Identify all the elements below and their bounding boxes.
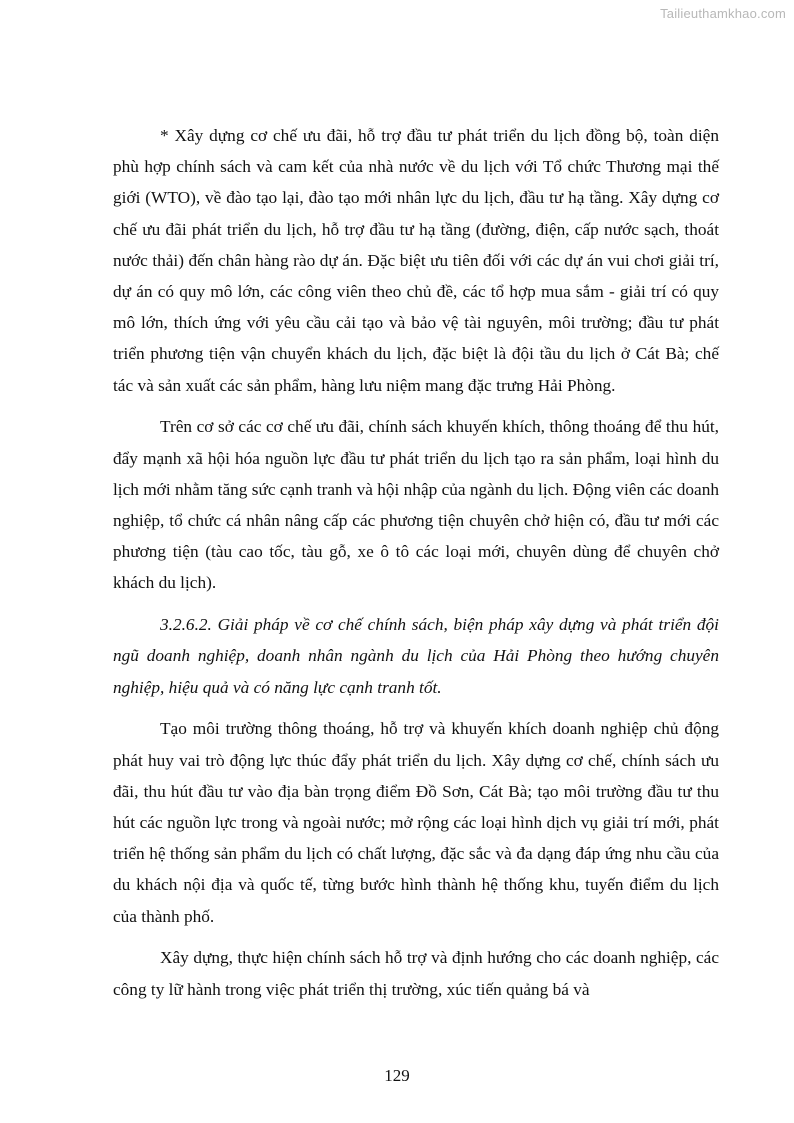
- paragraph-business-environment: Tạo môi trường thông thoáng, hỗ trợ và khuyến khích doanh nghiệp chủ động phát huy vai trò động lực thúc đẩy phát triển du lịch. Xây dựng cơ chế, chính sách ưu đãi, thu hút đầu tư vào địa bàn trọng điểm Đồ Sơn, Cát Bà; tạo môi trường đầu tư thu hút các nguồn lực trong và ngoài nước; mở rộng các loại hình dịch vụ giải trí mới, phát triển hệ thống sản phẩm du lịch có chất lượng, đặc sắc và đa dạng đáp ứng nhu cầu của du khách nội địa và quốc tế, từng bước hình thành hệ thống khu, tuyến điểm du lịch của thành phố.: [113, 719, 719, 926]
- section-heading-3-2-6-2: 3.2.6.2. Giải pháp về cơ chế chính sách, biện pháp xây dựng và phát triển đội ngũ doanh nghiệp, doanh nhân ngành du lịch của Hải Phòng theo hướng chuyên nghiệp, hiệu quả và có năng lực cạnh tranh tốt.: [113, 615, 719, 697]
- paragraph-incentive-mechanism: * Xây dựng cơ chế ưu đãi, hỗ trợ đầu tư phát triển du lịch đồng bộ, toàn diện phù hợp chính sách và cam kết của nhà nước về du lịch với Tổ chức Thương mại thế giới (WTO), về đào tạo lại, đào tạo mới nhân lực du lịch, đầu tư hạ tầng. Xây dựng cơ chế ưu đãi phát triển du lịch, hỗ trợ đầu tư hạ tầng (đường, điện, cấp nước sạch, thoát nước thải) đến chân hàng rào dự án. Đặc biệt ưu tiên đối với các dự án vui chơi giải trí, dự án có quy mô lớn, các công viên theo chủ đề, các tổ hợp mua sắm - giải trí có quy mô lớn, thích ứng với yêu cầu cải tạo và bảo vệ tài nguyên, môi trường; đầu tư phát triển phương tiện vận chuyển khách du lịch, đặc biệt là đội tầu du lịch ở Cát Bà; chế tác và sản xuất các sản phẩm, hàng lưu niệm mang đặc trưng Hải Phòng.: [113, 126, 719, 395]
- watermark: Tailieuthamkhao.com: [660, 6, 786, 21]
- paragraph-support-policy: Xây dựng, thực hiện chính sách hỗ trợ và định hướng cho các doanh nghiệp, các công ty lữ hành trong việc phát triển thị trường, xúc tiến quảng bá và: [113, 948, 719, 999]
- paragraph-investment-attraction: Trên cơ sở các cơ chế ưu đãi, chính sách khuyến khích, thông thoáng để thu hút, đẩy mạnh xã hội hóa nguồn lực đầu tư phát triển du lịch tạo ra sản phẩm, loại hình du lịch mới nhằm tăng sức cạnh tranh và hội nhập của ngành du lịch. Động viên các doanh nghiệp, tổ chức cá nhân nâng cấp các phương tiện chuyên chở hiện có, đầu tư mới các phương tiện (tàu cao tốc, tàu gỗ, xe ô tô các loại mới, chuyên dùng để chuyên chở khách du lịch).: [113, 417, 719, 593]
- document-body: [113, 120, 719, 1015]
- page-number: 129: [384, 1066, 410, 1085]
